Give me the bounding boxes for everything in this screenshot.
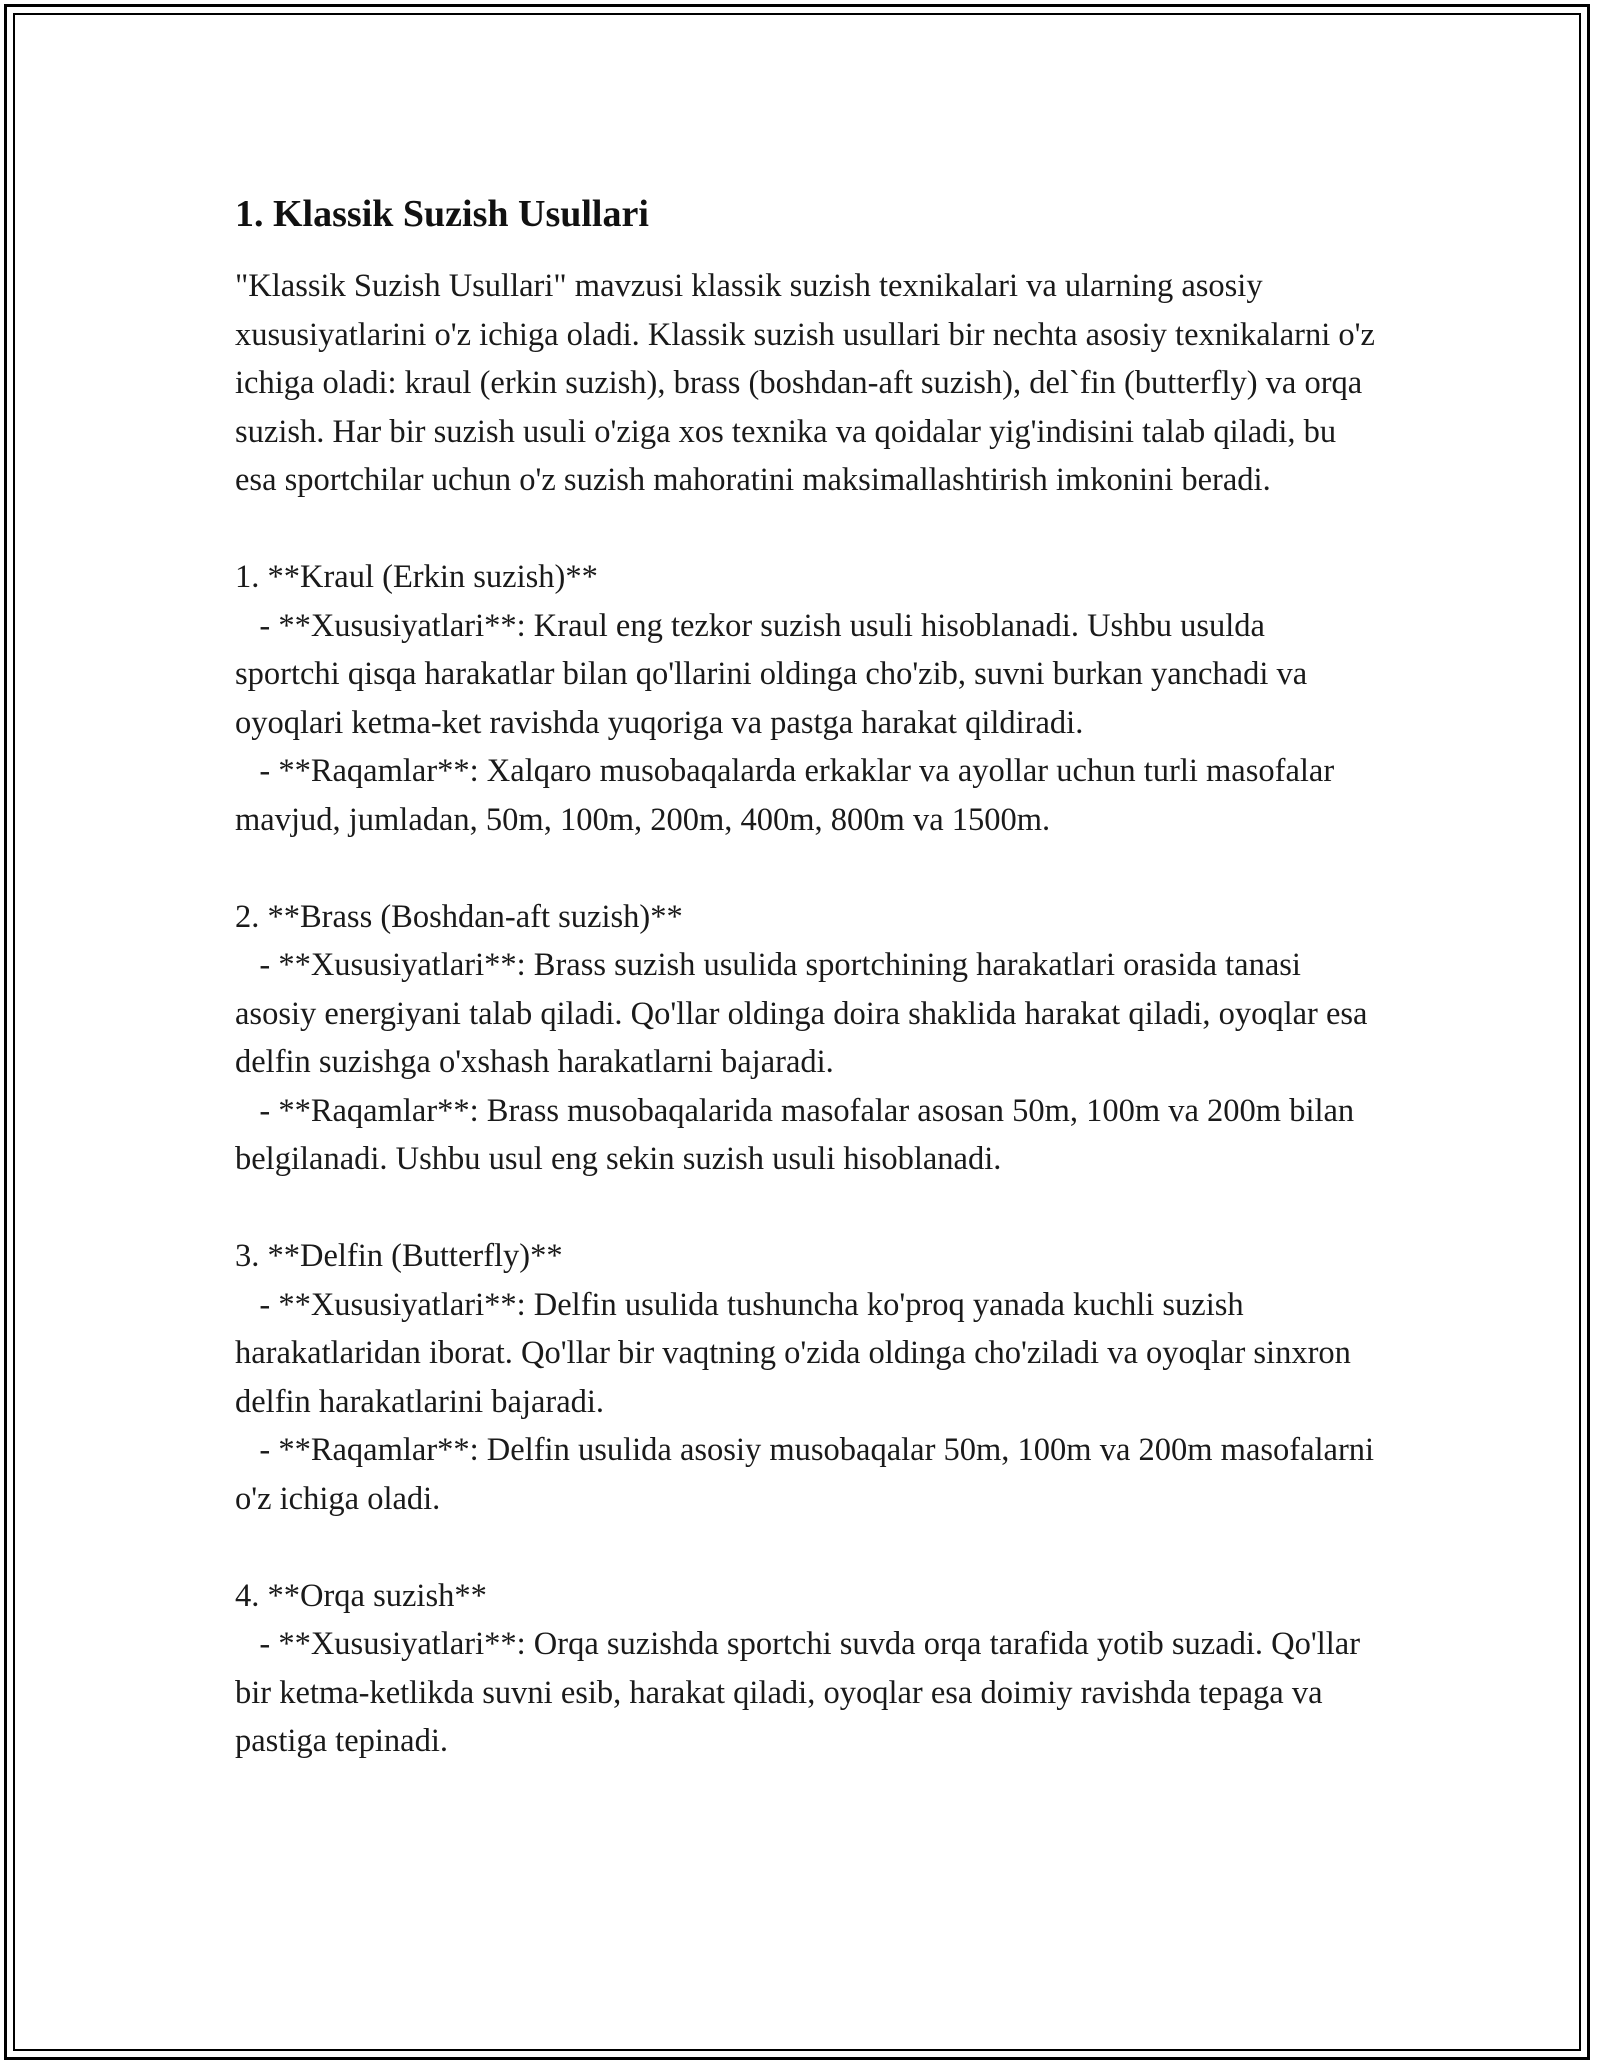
section-features: - **Xususiyatlari**: Orqa suzishda sportchi suvda orqa tarafida yotib suzadi. Qo'llar bir ketma-ketlikda suvni esib, harakat qiladi, oyoqlar esa doimiy ravishda tepaga va pastiga tepinadi.: [235, 1626, 1369, 1759]
section-delfin: [235, 1232, 1383, 1523]
page-title: 1. Klassik Suzish Usullari: [235, 193, 649, 235]
section-brass: [235, 893, 1375, 1184]
section-features: - **Xususiyatlari**: Delfin usulida tushuncha ko'proq yanada kuchli suzish harakatlaridan iborat. Qo'llar bir vaqtning o'zida oldinga cho'ziladi va oyoqlar sinxron delfin harakatlarini bajaradi.: [235, 1286, 1360, 1420]
document-body: [235, 186, 1384, 1814]
section-features: - **Xususiyatlari**: Kraul eng tezkor suzish usuli hisoblanadi. Ushbu usulda sportchi qisqa harakatlar bilan qo'llarini oldinga cho'zib, suvni burkan yanchadi va oyoqlari ketma-ket ravishda yuqoriga va pastga harakat qildiradi.: [235, 607, 1316, 741]
section-numbers: - **Raqamlar**: Xalqaro musobaqalarda erkaklar va ayollar uchun turli masofalar mavjud, jumladan, 50m, 100m, 200m, 400m, 800m va 1500m.: [235, 753, 1343, 838]
section-heading: 2. **Brass (Boshdan-aft suzish)**: [235, 898, 683, 935]
section-heading: 4. **Orqa suzish**: [235, 1577, 487, 1614]
section-features: - **Xususiyatlari**: Brass suzish usulida sportchining harakatlari orasida tanasi asosiy energiyani talab qiladi. Qo'llar oldinga doira shaklida harakat qiladi, oyoqlar esa delfin suzishga o'xshash harakatlarni bajaradi.: [235, 947, 1376, 1080]
section-orqa: [235, 1572, 1375, 1766]
section-heading: 1. **Kraul (Erkin suzish)**: [235, 559, 598, 595]
section-kraul: [235, 553, 1375, 844]
section-numbers: - **Raqamlar**: Brass musobaqalarida masofalar asosan 50m, 100m va 200m bilan belgilanadi. Ushbu usul eng sekin suzish usuli hisoblanadi.: [235, 1092, 1363, 1177]
intro-paragraph: "Klassik Suzish Usullari" mavzusi klassik suzish texnikalari va ularning asosiy xususiyatlarini o'z ichiga oladi. Klassik suzish usullari bir nechta asosiy texnikalarni o'z ichiga oladi: kraul (erkin suzish), brass (boshdan-aft suzish), del`fin (butterfly) va orqa suzish. Har bir suzish usuli o'ziga xos texnika va qoidalar yig'indisini talab qiladi, bu esa sportchilar uchun o'z suzish mahoratini maksimallashtirish imkonini beradi.: [235, 268, 1384, 498]
section-numbers: - **Raqamlar**: Delfin usulida asosiy musobaqalar 50m, 100m va 200m masofalarni o'z ichiga oladi.: [235, 1432, 1383, 1517]
section-heading: 3. **Delfin (Butterfly)**: [235, 1238, 563, 1274]
